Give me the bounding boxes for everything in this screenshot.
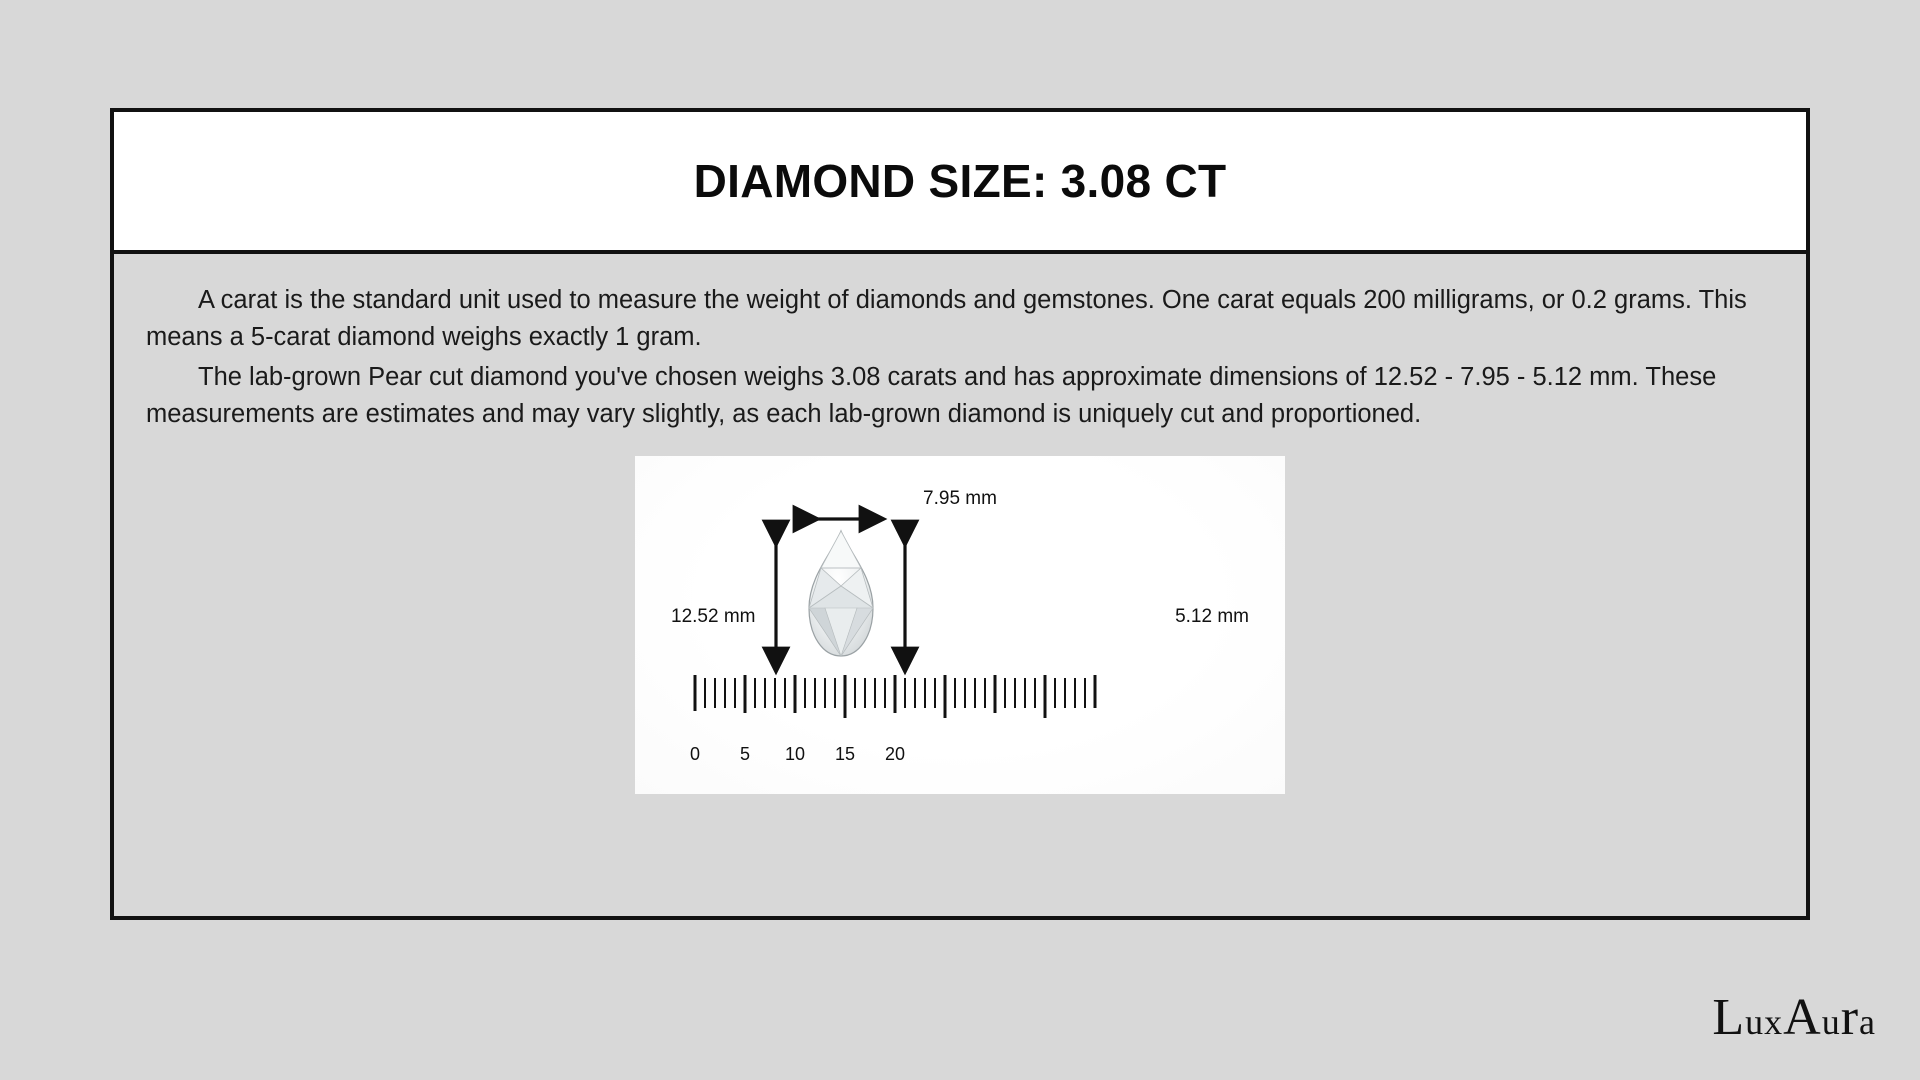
diamond-details-paragraph: The lab-grown Pear cut diamond you've chosen weighs 3.08 carats and has approximate dimensions of 12.52 - 7.95 - 5.12 mm. These measurements are estimates and may vary slightly, as each lab-grown diamond is uniquely cut and proportioned. [146,362,1717,429]
brand-logo-a: A [1783,989,1822,1046]
ruler-labels [689,743,1195,768]
brand-logo-l: L [1712,989,1746,1046]
brand-logo-ux: ux [1745,1002,1784,1042]
ruler-label-10: 10 [784,743,806,764]
brand-logo-r: r [1840,989,1860,1046]
card-header [114,112,1806,254]
ruler-label-15: 15 [834,743,856,764]
diamond-size-card [110,108,1810,920]
card-body [114,254,1806,794]
ruler-label-20: 20 [884,743,906,764]
brand-logo [1712,989,1876,1046]
figure-wrapper [146,456,1774,794]
ruler-label-0: 0 [689,743,701,764]
depth-label: 5.12 mm [1175,605,1249,627]
page-title: DIAMOND SIZE: 3.08 CT [693,155,1227,207]
pear-diamond-icon [809,531,873,656]
brand-logo-u: u [1821,1002,1841,1042]
ruler-label-5: 5 [739,743,751,764]
carat-definition-paragraph: A carat is the standard unit used to measure the weight of diamonds and gemstones. One carat equals 200 milligrams, or 0.2 grams. This means a 5-carat diamond weighs exactly 1 gram. [146,286,1747,352]
length-label: 12.52 mm [671,605,756,627]
diamond-dimensions-figure [635,456,1285,794]
brand-logo-a2: a [1859,1002,1876,1042]
width-label: 7.95 mm [923,487,997,509]
ruler [695,675,1095,718]
